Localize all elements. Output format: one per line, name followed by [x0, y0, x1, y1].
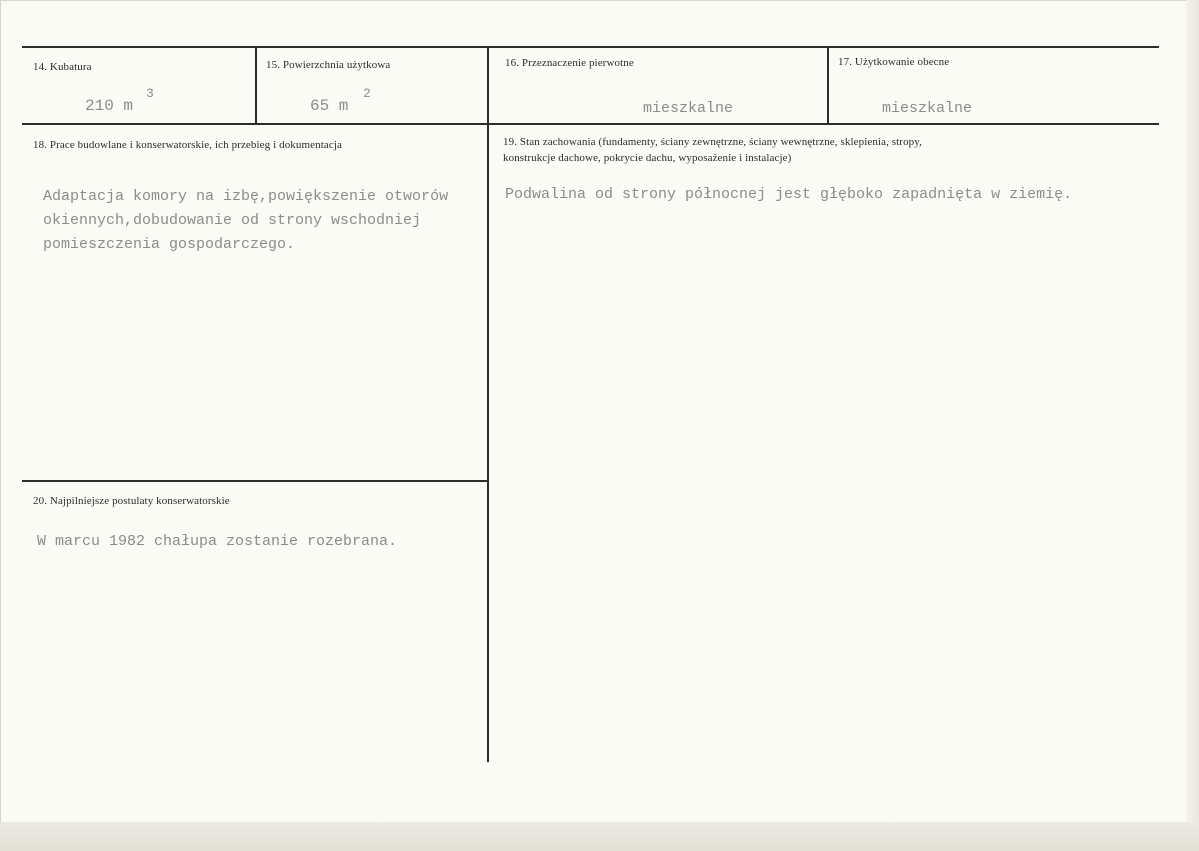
field-15-value: 65 m [310, 97, 349, 115]
field-19-value: Podwalina od strony północnej jest głęboko zapadnięta w ziemię. [505, 186, 1073, 203]
field-16-label: 16. Przeznaczenie pierwotne [505, 57, 634, 69]
row2-rule [22, 480, 487, 482]
divider-main [487, 46, 489, 762]
top-rule [22, 46, 1159, 48]
scan-background [0, 822, 1199, 851]
field-19-label-line-2: konstrukcje dachowe, pokrycie dachu, wyposażenie i instalacje) [503, 152, 792, 164]
field-14-unit-exponent: 3 [146, 86, 154, 101]
field-18-line-3: pomieszczenia gospodarczego. [43, 236, 296, 253]
field-19-label-line-1: 19. Stan zachowania (fundamenty, ściany zewnętrzne, ściany wewnętrzne, sklepienia, stropy, [503, 136, 923, 148]
field-17-value: mieszkalne [882, 100, 973, 117]
field-20-value: W marcu 1982 chałupa zostanie rozebrana. [37, 533, 398, 550]
field-15-unit-exponent: 2 [363, 86, 371, 101]
row1-rule [22, 123, 1159, 125]
divider-16-17 [827, 46, 829, 124]
divider-14-15 [255, 46, 257, 124]
field-17-label: 17. Użytkowanie obecne [838, 56, 950, 68]
field-20-label: 20. Najpilniejsze postulaty konserwatorskie [33, 495, 230, 507]
paper-edge [1186, 0, 1199, 851]
field-14-value: 210 m [85, 97, 134, 115]
field-16-value: mieszkalne [643, 100, 734, 117]
field-18-label: 18. Prace budowlane i konserwatorskie, ich przebieg i dokumentacja [33, 139, 342, 151]
field-14-label: 14. Kubatura [33, 61, 92, 73]
field-15-label: 15. Powierzchnia użytkowa [266, 59, 391, 71]
field-18-line-2: okiennych,dobudowanie od strony wschodniej [43, 212, 422, 229]
field-18-line-1: Adaptacja komory na izbę,powiększenie otworów [43, 188, 449, 205]
